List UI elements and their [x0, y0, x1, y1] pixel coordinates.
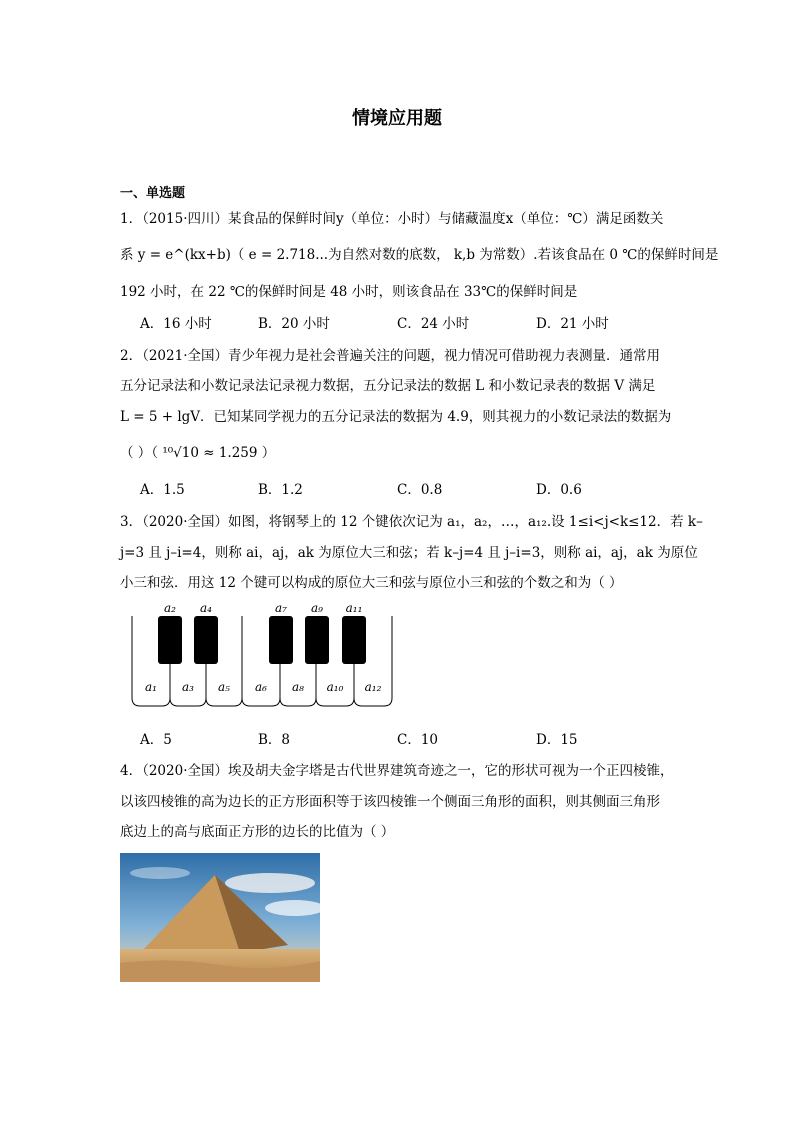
q2-option-c: C．0.8: [397, 482, 443, 498]
section-heading: 一、单选题: [120, 186, 186, 201]
pyramid-photo: [120, 853, 320, 982]
key-label: a₆: [255, 680, 267, 694]
q3-line-2: j=3 且 j–i=4，则称 ai，aj，ak 为原位大三和弦；若 k–j=4 且 j–i=3，则称 ai，aj，ak 为原位: [120, 545, 698, 561]
q3-option-b: B．8: [258, 732, 291, 748]
q3-line-3: 小三和弦．用这 12 个键可以构成的原位大三和弦与原位小三和弦的个数之和为（ ）: [120, 575, 623, 591]
q2-option-b: B．1.2: [258, 482, 303, 498]
black-key: [158, 616, 182, 664]
q3-option-d: D．15: [536, 732, 578, 748]
q4-line-1: 4．（2020·全国）埃及胡夫金字塔是古代世界建筑奇迹之一，它的形状可视为一个正四棱锥，: [120, 763, 674, 779]
q1-line-3: 192 小时，在 22 ℃的保鲜时间是 48 小时，则该食品在 33℃的保鲜时间是: [120, 284, 578, 300]
key-label: a₈: [292, 680, 304, 694]
key-label: a₅: [218, 680, 230, 694]
key-label: a₄: [200, 601, 212, 615]
q4-line-3: 底边上的高与底面正方形的边长的比值为（ ）: [120, 824, 395, 840]
key-label: a₁₀: [326, 680, 344, 694]
q1-option-d: D．21 小时: [536, 316, 609, 332]
key-label: a₂: [164, 601, 176, 615]
q2-line-1: 2．（2021·全国）青少年视力是社会普遍关注的问题，视力情况可借助视力表测量．通常用: [120, 348, 660, 364]
key-label: a₁₁: [345, 601, 363, 615]
q1-option-c: C．24 小时: [397, 316, 470, 332]
page-title: 情境应用题: [352, 108, 442, 129]
q1-option-a: A．16 小时: [140, 316, 212, 332]
q2-option-d: D．0.6: [536, 482, 582, 498]
q1-line-2: 系 y = e^(kx+b)（ e = 2.718...为自然对数的底数， k,b 为常数）.若该食品在 0 ℃的保鲜时间是: [120, 247, 719, 263]
black-key: [194, 616, 218, 664]
q2-line-4: （ ）（ ¹⁰√10 ≈ 1.259 ）: [120, 445, 276, 461]
key-label: a₃: [182, 680, 194, 694]
key-label: a₉: [311, 601, 323, 615]
q2-line-3: L = 5 + lgV．已知某同学视力的五分记录法的数据为 4.9，则其视力的小数记录法的数据为: [120, 409, 672, 425]
q1-option-b: B．20 小时: [258, 316, 330, 332]
black-key: [305, 616, 329, 664]
black-key: [342, 616, 366, 664]
q3-option-a: A．5: [140, 732, 172, 748]
q2-line-2: 五分记录法和小数记录法记录视力数据，五分记录法的数据 L 和小数记录表的数据 V 满足: [120, 378, 656, 394]
q4-line-2: 以该四棱锥的高为边长的正方形面积等于该四棱锥一个侧面三角形的面积，则其侧面三角形: [120, 794, 660, 810]
q3-option-c: C．10: [397, 732, 439, 748]
piano-keyboard-figure: [120, 598, 405, 710]
key-label: a₁₂: [364, 680, 382, 694]
q1-line-1: 1．（2015·四川）某食品的保鲜时间y（单位：小时）与储藏温度x（单位：℃）满足函数关: [120, 211, 664, 227]
black-key: [269, 616, 293, 664]
q3-line-1: 3．（2020·全国）如图，将钢琴上的 12 个键依次记为 a₁，a₂，…，a₁₂.设 1≤i<j<k≤12．若 k–: [120, 514, 703, 530]
q2-option-a: A．1.5: [140, 482, 185, 498]
key-label: a₇: [275, 601, 287, 615]
key-label: a₁: [145, 680, 157, 694]
